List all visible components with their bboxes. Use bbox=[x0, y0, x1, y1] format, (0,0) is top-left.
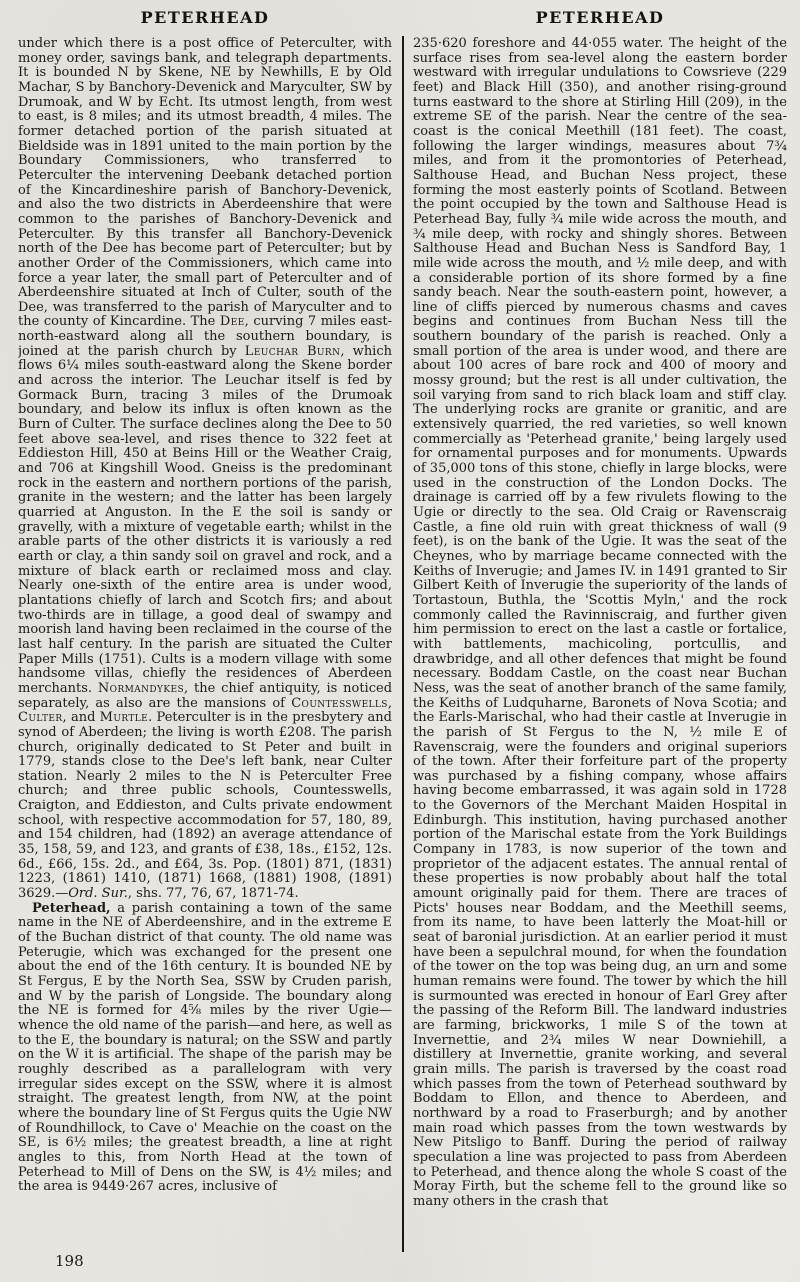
text-segment: , which flows 6¼ miles south-eastward along the Skene border and across the interior. The Leuchar itself is fed by Gormack Burn, tracing 3 miles of the Drumoak boundary, and below its influx is often known as the Burn of Culter. The surface declines along the Dee to 50 feet above sea-level, and rises thence to 322 feet at Eddieston Hill, 450 at Beins Hill or the Weather Craig, and 706 at Kingshill Wood. Gneiss is the predominant rock in the eastern and northern portions of the parish, granite in the western; and the latter has been largely quarried at Anguston. In the E the soil is sandy or gravelly, with a mixture of vegetable earth; whilst in the arable parts of the other districts it is variously a red earth or clay, a thin sandy soil on gravel and rock, and a mixture of black earth or reclaimed moss and clay. Nearly one-sixth of the entire area is under wood, plantations chiefly of larch and Scotch firs; and about two-thirds are in tillage, a good deal of swampy and moorish land having been reclaimed in the course of the last half century. In the parish are situated the Culter Paper Mills (1751). Cults is a modern village with some handsome villas, chiefly the residences of Aberdeen merchants. bbox=[18, 343, 392, 696]
text-segment: under which there is a post office of Peterculter, with money order, savings bank, and telegraph departments. It is bounded N by Skene, NE by Newhills, E by Old Machar, S by Banchory-Devenick and Maryculter, SW by Drumoak, and W by Echt. Its utmost length, from west to east, is 8 miles; and its utmost breadth, 4 miles. The former detached portion of the parish situated at Bieldside was in 1891 united to the main portion by the Boundary Commissioners, who transferred to Peterculter the intervening Deebank detached portion of the Kincardineshire parish of Banchory-Devenick, and also the two districts in Aberdeenshire that were common to the parishes of Banchory-Devenick and Peterculter. By this transfer all Banchory-Devenick north of the Dee has become part of Peterculter; but by another Order of the Commissioners, which came into force a year later, the small part of Peterculter and of Aberdeenshire situated at Inch of Culter, south of the Dee, was transferred to the parish of Maryculter and to the county of Kincardine. The bbox=[18, 37, 392, 330]
text-segment: . Peterculter is in the presbytery and synod of Aberdeen; the living is worth £208. The parish church, originally dedicated to St Peter and built in 1779, stands close to the Dee's left bank, near Culter station. Nearly 2 miles to the N is Peterculter Free church; and three public schools, Countesswells, Craigton, and Eddieston, and Cults private endowment school, with respective accommodation for 57, 180, 89, and 154 children, had (1892) an average attendance of 35, 158, 59, and 123, and grants of £38, 18s., £152, 12s. 6d., £66, 15s. 2d., and £64, 3s. Pop. (1801) 871, (1831) 1223, (1861) 1410, (1871) 1668, (1881) 1908, (1891) 3629.— bbox=[18, 710, 392, 902]
running-head-right: PETERHEAD bbox=[535, 8, 665, 27]
text-segment: Leuchar Burn bbox=[244, 343, 341, 359]
text-segment: Murtle bbox=[99, 710, 149, 726]
text-segment: , shs. 77, 76, 67, 1871-74. bbox=[127, 886, 299, 902]
paragraph bbox=[18, 37, 392, 902]
text-segment: Dee bbox=[219, 314, 245, 330]
text-segment: 235·620 foreshore and 44·055 water. The height of the surface rises from sea-level along the eastern border westward with irregular undulations to Cowsrieve (229 feet) and Black Hill (350), and another rising-ground turns eastward to the shore at Stirling Hill (209), in the extreme SE of the parish. Near the centre of the sea-coast is the conical Meethill (181 feet). The coast, following the larger windings, measures about 7¾ miles, and from it the promontories of Peterhead, Salthouse Head, and Buchan Ness project, these forming the most easterly points of Scotland. Between the point occupied by the town and Salthouse Head is Peterhead Bay, fully ¾ mile wide across the mouth, and ¾ mile deep, with rocky and shingly shores. Between Salthouse Head and Buchan Ness is Sandford Bay, 1 mile wide across the mouth, and ½ mile deep, and with a considerable portion of its shore formed by a fine sandy beach. Near the south-eastern point, however, a line of cliffs pierced by numerous chasms and caves begins and continues from Buchan Ness till the southern boundary of the parish is reached. Only a small portion of the area is under wood, and there are about 100 acres of bare rock and 400 of moory and mossy ground; but the rest is all under cultivation, the soil varying from sand to rich black loam and stiff clay. The underlying rocks are granite or granitic, and are extensively quarried, the red varieties, so well known commercially as 'Peterhead granite,' being largely used for ornamental purposes and for monuments. Upwards of 35,000 tons of this stone, chiefly in large blocks, were used in the construction of the London Docks. The drainage is carried off by a few rivulets flowing to the Ugie or directly to the sea. Old Craig or Ravenscraig Castle, a fine old ruin with great thickness of wall (9 feet), is on the bank of the Ugie. It was the seat of the Cheynes, who by marriage became connected with the Keiths of Inverugie; and James IV. in 1491 granted to Sir Gilbert Keith of Inverugie the superiority of the lands of Tortastoun, Buthla, the 'Scottis Myln,' and the rock commonly called the Ravinniscraig, and further given him permission to erect on the last a castle or fortalice, with battlements, machicoling, portcullis, and drawbridge, and all other defences that might be found necessary. Boddam Castle, on the coast near Buchan Ness, was the seat of another branch of the same family, the Keiths of Ludquharne, Baronets of Nova Scotia; and the Earls-Marischal, who had their castle at Inverugie in the parish of St Fergus to the N, ½ mile E of Ravenscraig, were the founders and original superiors of the town. After their forfeiture part of the property was purchased by a fishing company, whose affairs having become embarrassed, it was again sold in 1728 to the Governors of the Merchant Maiden Hospital in Edinburgh. This institution, having purchased another portion of the Marischal estate from the York Buildings Company in 1783, is now superior of the town and proprietor of the adjacent estates. The annual rental of these properties is now probably about half the total amount originally paid for them. There are traces of Picts' houses near Boddam, and the Meethill seems, from its name, to have been latterly the Moat-hill or seat of baronial jurisdiction. At an earlier period it must have been a sepulchral mound, for when the foundation of the tower on the top was being dug, an urn and some human remains were found. The tower by which the hill is surmounted was erected in honour of Earl Grey after the passing of the Reform Bill. The landward industries are farming, brickworks, 1 mile S of the town at Invernettie, and 2¾ miles W near Downiehill, a distillery at Invernettie, granite working, and several grain mills. The parish is traversed by the coast road which passes from the town of Peterhead southward by Boddam to Ellon, and thence to Aberdeen, and northward by a road to Fraserburgh; and by another main road which passes from the town westwards by New Pitsligo to Banff. During the period of railway speculation a line was projected to pass from Aberdeen to Peterhead, and thence along the whole S coast of the Moray Firth, but the scheme fell to the ground like so many others in the crash that bbox=[413, 37, 787, 1209]
page-number: 198 bbox=[55, 1252, 84, 1270]
text-segment: Ord. Sur. bbox=[68, 886, 128, 902]
running-head-left: PETERHEAD bbox=[140, 8, 270, 27]
left-column-text bbox=[18, 37, 392, 1219]
text-segment: , and bbox=[62, 710, 100, 726]
text-segment: Culter bbox=[18, 710, 63, 726]
text-segment: Normandykes bbox=[97, 680, 185, 696]
text-segment: Countesswells bbox=[291, 695, 388, 711]
paragraph bbox=[413, 37, 787, 1210]
text-segment: , bbox=[387, 695, 392, 711]
column-divider-rule bbox=[402, 36, 404, 1252]
right-column-text bbox=[413, 37, 787, 1249]
text-segment: , curving 7 miles east-north-eastward along all the southern boundary, is joined at the parish church by bbox=[18, 314, 392, 359]
text-segment: Peterhead, bbox=[32, 900, 111, 916]
text-segment: , the chief antiquity, is noticed separately, as also are the mansions of bbox=[18, 680, 392, 711]
text-segment: a parish containing a town of the same name in the NE of Aberdeenshire, and in the extreme E of the Buchan district of that county. The old name was Peterugie, which was exchanged for the present one about the end of the 16th century. It is bounded NE by St Fergus, E by the North Sea, SSW by Cruden parish, and W by the parish of Longside. The boundary along the NE is formed for 4⅝ miles by the river Ugie—whence the old name of the parish—and here, as well as to the E, the boundary is natural; on the SSW and partly on the W it is artificial. The shape of the parish may be roughly described as a parallelogram with very irregular sides except on the SSW, where it is almost straight. The greatest length, from NW, at the point where the boundary line of St Fergus quits the Ugie NW of Roundhillock, to Cave o' Meachie on the coast on the SE, is 6½ miles; the greatest breadth, a line at right angles to this, from North Head at the town of Peterhead to Mill of Dens on the SW, is 4½ miles; and the area is 9449·267 acres, inclusive of bbox=[18, 900, 392, 1195]
paragraph bbox=[18, 902, 392, 1195]
